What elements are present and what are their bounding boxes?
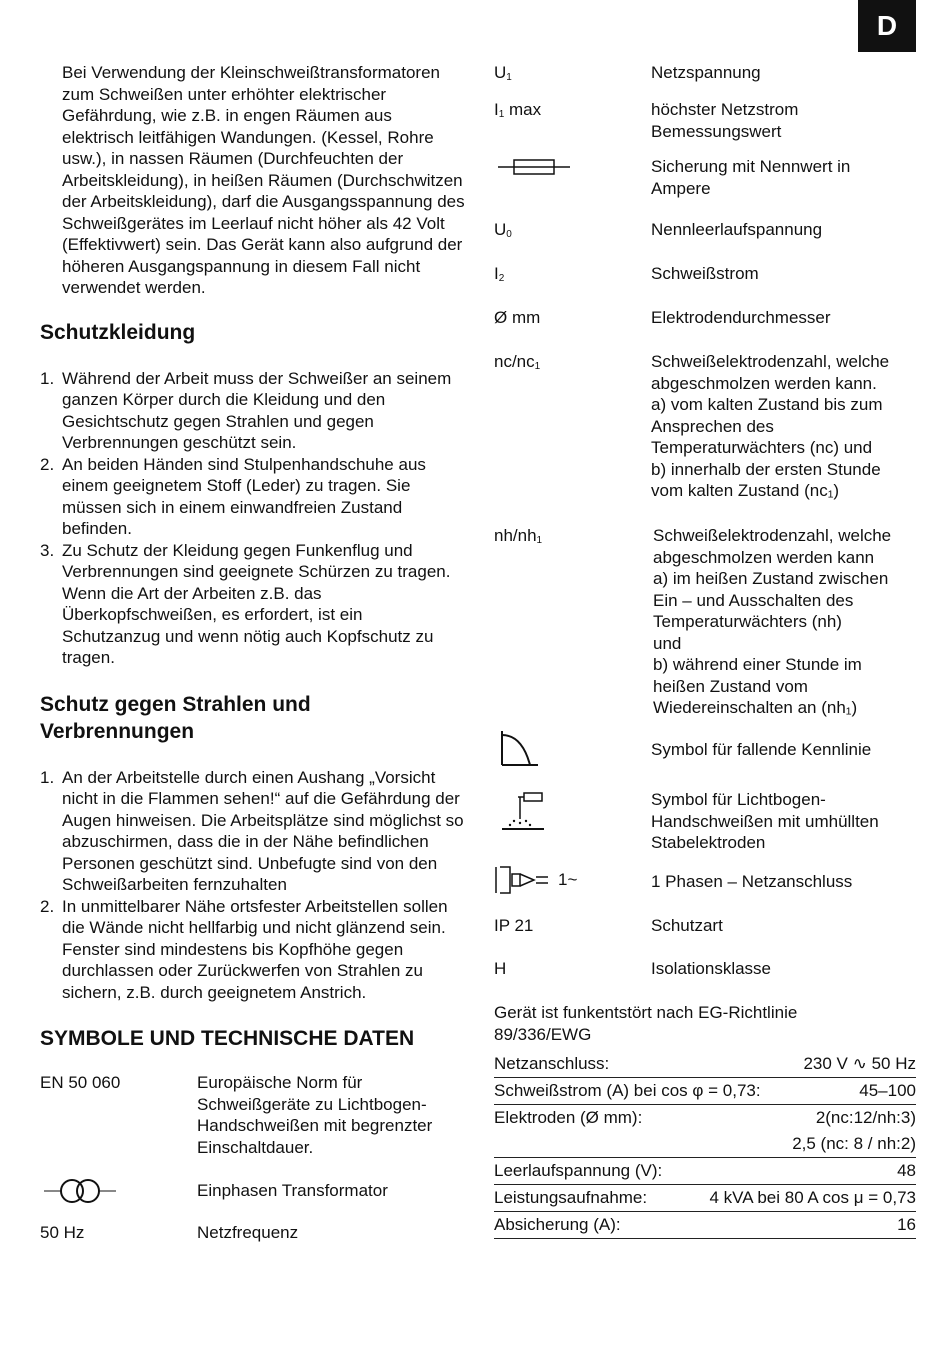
symbol-value: Schutzart	[651, 916, 723, 935]
list-text: An der Arbeitstelle durch einen Aushang „Vorsicht nicht in die Flammen sehen!“ auf die Gefährdung der Augen hinweisen. Die Arbeitsplätze sind möglichst so abzuschirmen, dass die in der Nähe befindlichen Personen geschützt sind. Unbefugte sind von den Schweißarbeiten fernzuhalten	[62, 767, 464, 894]
tech-label: Leerlaufspannung (V):	[494, 1161, 663, 1181]
tech-value: 16	[897, 1215, 916, 1235]
left-column	[40, 62, 465, 1243]
symbol-row-fuse	[494, 156, 916, 219]
symbol-key	[494, 62, 512, 84]
symbol-value: Elektrodendurchmesser	[651, 308, 831, 327]
tech-value: 48	[897, 1161, 916, 1181]
symbol-key	[494, 263, 504, 285]
list-number: 2.	[40, 896, 55, 916]
tech-value: 2,5 (nc: 8 / nh:2)	[792, 1134, 916, 1154]
symbol-base: nc/nc	[494, 352, 535, 371]
symbol-row-nh	[494, 525, 916, 739]
tech-label: Schweißstrom (A) bei cos φ = 0,73:	[494, 1081, 761, 1101]
symbol-row-en50060	[40, 1072, 465, 1158]
symbol-row-h	[494, 958, 916, 1002]
symbol-row-phase	[494, 871, 916, 915]
symbol-subscript: 1	[536, 535, 543, 546]
symbol-row-ip	[494, 915, 916, 958]
symbol-key: H	[494, 959, 507, 978]
symbol-key	[494, 219, 512, 241]
symbol-row-transformer	[40, 1180, 465, 1202]
symbol-value: 1 Phasen – Netzanschluss	[651, 872, 853, 891]
symbol-value: Nennleerlaufspannung	[651, 220, 823, 239]
list-text: In unmittelbarer Nähe ortsfester Arbeitstellen sollen die Wände nicht hellfarbig und nicht glänzend sein. Fenster sind mindestens bis Kopfhöhe gegen durchlassen oder Zurückwerfen von Strahlen zu sichern, z.B. durch geeignetem Anstrich.	[62, 896, 448, 1002]
symbol-value: Sicherung mit Nennwert in Ampere	[651, 157, 851, 198]
tech-label: Netzanschluss:	[494, 1054, 610, 1074]
symbol-row-diameter	[494, 307, 916, 351]
tech-label: Leistungsaufnahme:	[494, 1188, 648, 1208]
symbol-base: U	[494, 220, 507, 239]
symbol-base: I	[494, 100, 499, 119]
fuse-icon	[498, 156, 570, 178]
symbol-value: Isolationsklasse	[651, 959, 772, 978]
symbol-subscript: 2	[498, 273, 505, 284]
symbol-key: 50 Hz	[40, 1222, 85, 1242]
symbol-suffix: max	[504, 100, 542, 119]
symbol-row-50hz	[40, 1222, 465, 1244]
symbol-value: Einphasen Transformator	[197, 1181, 388, 1200]
symbol-value: Netzspannung	[651, 63, 761, 82]
symbol-row-nc	[494, 351, 916, 525]
symbol-key	[494, 525, 542, 547]
list-item	[40, 540, 465, 669]
symbol-value: Symbol für fallende Kennlinie	[651, 740, 872, 759]
plug-icon	[494, 865, 577, 895]
symbol-value: Schweißelektrodenzahl, welche abgeschmolzen werden kann a) im heißen Zustand zwischen Ein – und Ausschalten des Temperaturwächters (nh) und b) während einer Stunde im heißen Zustand vom Wiedereinschalten an (nh₁)	[653, 526, 892, 717]
symbol-key	[494, 99, 541, 121]
symbol-value: Symbol für Lichtbogen-Handschweißen mit umhüllten Stabelektroden	[651, 790, 879, 852]
transformer-icon	[40, 1177, 120, 1205]
phase-label: 1~	[558, 870, 578, 890]
right-column	[494, 62, 916, 1239]
tech-value: 45–100	[859, 1081, 916, 1101]
symbol-subscript: 1	[498, 109, 505, 120]
intro-paragraph: Bei Verwendung der Kleinschweißtransformatoren zum Schweißen unter erhöhter elektrischer Gefährdung, wie z.B. in engen Räumen aus elektrisch leitfähigen Wandungen. (Kessel, Rohre usw.), in nassen Räumen (Durchfeuchten der Arbeitskleidung), in heißen Räumen (Durchschwitzen der Arbeitskleidung), darf die Ausgangsspannung des Schweißgerätes im Leerlauf nicht höher als 42 Volt (Effektivwert) sein. Das Gerät kann also aufgrund der höheren Ausgangspannung in diesem Fall nicht verwendet werden.	[62, 63, 465, 297]
symbol-base: I	[494, 264, 499, 283]
list-strahlen	[40, 767, 465, 1004]
list-text: An beiden Händen sind Stulpenhandschuhe aus einem geeignetem Stoff (Leder) zu tragen. Sie müssen sich in einem einwandfreien Zustand befinden.	[62, 454, 426, 538]
list-item	[40, 767, 465, 896]
symbol-value: höchster Netzstrom Bemessungswert	[651, 100, 799, 141]
list-number: 3.	[40, 540, 55, 560]
list-item	[40, 896, 465, 1004]
list-item	[40, 454, 465, 540]
symbol-value: Netzfrequenz	[197, 1222, 299, 1242]
list-item	[40, 368, 465, 454]
tech-value: 4 kVA bei 80 A cos μ = 0,73	[709, 1188, 916, 1208]
symbol-row-falling	[494, 739, 916, 789]
tech-data-table	[494, 1051, 916, 1239]
symbol-row-arc	[494, 789, 916, 871]
table-row	[494, 1185, 916, 1212]
list-text: Während der Arbeit muss der Schweißer an seinem ganzen Körper durch die Kleidung und den Gesichtschutz gegen Strahlen und gegen Verbrennungen geschützt sein.	[62, 368, 452, 452]
symbol-key: Ø mm	[494, 308, 541, 327]
symbol-value: Schweißelektrodenzahl, welche abgeschmolzen werden kann. a) vom kalten Zustand bis zum Ansprechen des Temperaturwächters (nc) und b) innerhalb der ersten Stunde vom kalten Zustand (nc₁)	[651, 352, 890, 500]
falling-characteristic-icon	[500, 729, 540, 769]
tech-value: 230 V ∿ 50 Hz	[803, 1054, 916, 1074]
symbol-subscript: 1	[534, 361, 541, 372]
symbol-base: nh/nh	[494, 526, 537, 545]
symbol-subscript: 0	[506, 229, 512, 240]
symbol-value: Schweißstrom	[651, 264, 759, 283]
table-row	[494, 1051, 916, 1078]
tech-value: 2(nc:12/nh:3)	[815, 1108, 916, 1128]
table-row	[494, 1212, 916, 1239]
heading-symbole: SYMBOLE UND TECHNISCHE DATEN	[40, 1027, 415, 1050]
list-number: 1.	[40, 767, 55, 787]
table-row	[494, 1078, 916, 1105]
language-tab: D	[858, 0, 916, 52]
table-row	[494, 1105, 916, 1131]
symbol-value: Europäische Norm für Schweißgeräte zu Lichtbogen-Handschweißen mit begrenzter Einschaltdauer.	[197, 1073, 433, 1157]
table-row	[494, 1131, 916, 1157]
list-text: Zu Schutz der Kleidung gegen Funkenflug und Verbrennungen sind geeignete Schürzen zu tragen. Wenn die Art der Arbeiten z.B. das Überkopfschweißen, es erfordert, ist ein Schutzanzug und wenn nötig auch Kopfschutz zu tragen.	[62, 540, 451, 667]
arc-welding-icon	[500, 791, 546, 835]
table-row	[494, 1157, 916, 1185]
list-number: 2.	[40, 454, 55, 474]
list-number: 1.	[40, 368, 55, 388]
symbol-key	[494, 351, 540, 373]
symbol-row-i2	[494, 263, 916, 307]
heading-strahlen: Schutz gegen Strahlen und Verbrennungen	[40, 692, 311, 743]
symbol-base: U	[494, 63, 507, 82]
symbol-key: EN 50 060	[40, 1073, 121, 1092]
tech-label: Absicherung (A):	[494, 1215, 621, 1235]
list-schutzkleidung	[40, 368, 465, 669]
symbol-key: IP 21	[494, 916, 534, 935]
symbol-row-i1max	[494, 99, 916, 156]
symbol-subscript: 1	[506, 72, 512, 83]
heading-schutzkleidung: Schutzkleidung	[40, 320, 196, 344]
tech-label: Elektroden (Ø mm):	[494, 1108, 643, 1128]
symbol-row-u0	[494, 219, 916, 263]
symbol-row-u1	[494, 62, 916, 99]
interference-note: Gerät ist funkentstört nach EG-Richtlinie 89/336/EWG	[494, 1003, 798, 1044]
